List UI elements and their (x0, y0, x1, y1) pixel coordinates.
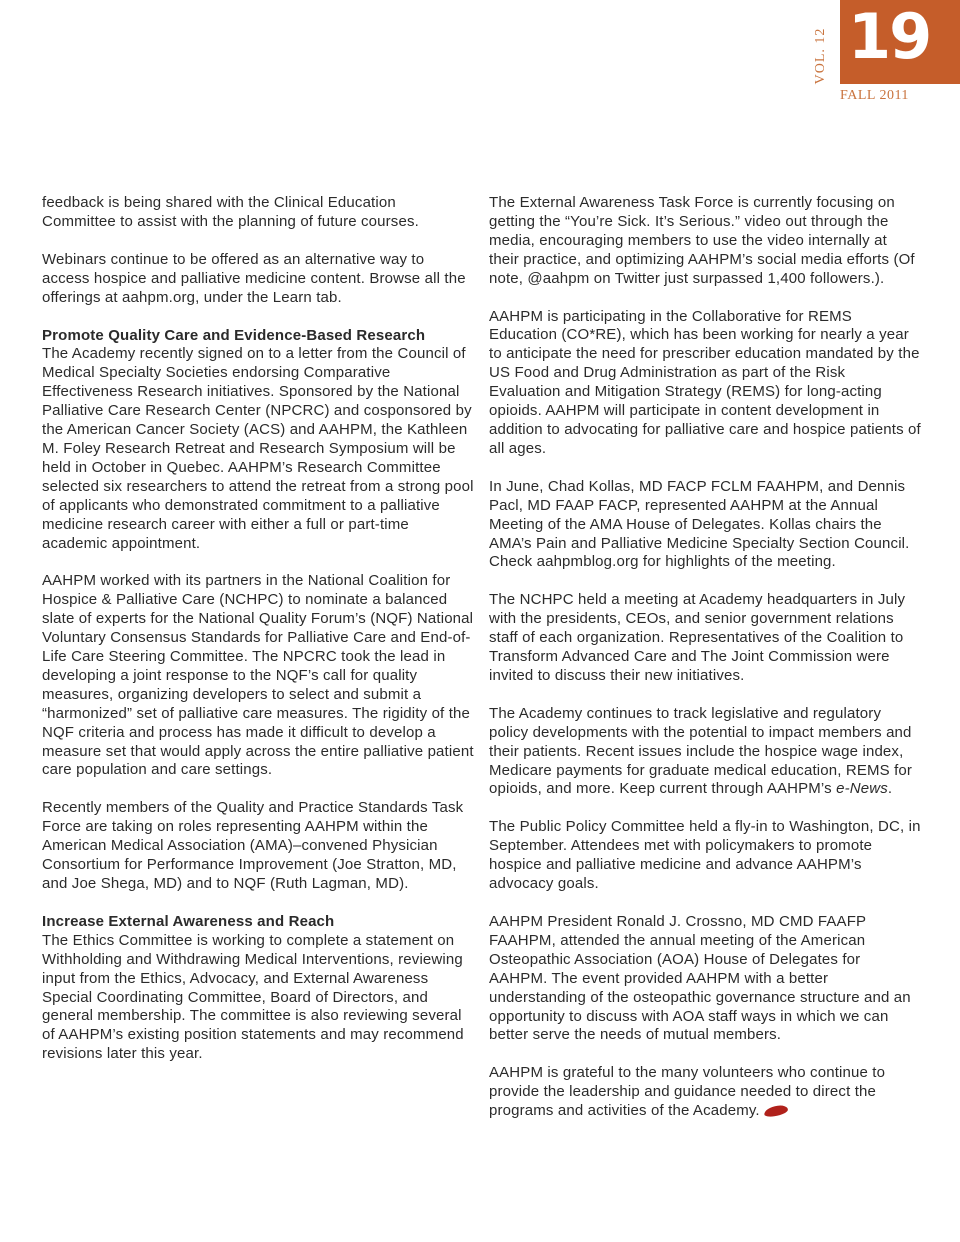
paragraph: AAHPM is participating in the Collaborative for REMS Education (CO*RE), which has been working for nearly a year to anticipate the need for prescriber education mandated by the US Food and Drug Administration as part of the Risk Evaluation and Mitigation Strategy (REMS) for long-acting opioids. AAHPM will participate in content development in addition to advocating for palliative care and hospice patients of all ages. (489, 307, 921, 457)
paragraph-text: The Academy continues to track legislative and regulatory policy developments with the potential to impact members and their patients. Recent issues include the hospice wage index, Medicare payments for graduate medical education, REMS for opioids, and more. Keep current through AAHPM’s (489, 704, 913, 798)
paragraph: In June, Chad Kollas, MD FACP FCLM FAAHPM, and Dennis Pacl, MD FAAP FACP, represented AAHPM at the Annual Meeting of the AMA House of Delegates. Kollas chairs the AMA’s Pain and Palliative Medicine Specialty Section Council. Check aahpmblog.org for highlights of the meeting. (489, 477, 910, 571)
paragraph: The Public Policy Committee held a fly-in to Washington, DC, in September. Attendees met with policymakers to promote hospice and palliative medicine and advance AAHPM’s advocacy goals. (489, 818, 921, 893)
right-column (489, 194, 921, 1140)
paragraph-text: . (887, 780, 893, 798)
paragraph: AAHPM President Ronald J. Crossno, MD CMD FAAFP FAAHPM, attended the annual meeting of the American Osteopathic Association (AOA) House of Delegates for AAHPM. The event provided AAHPM with a better understanding of the osteopathic governance structure and an opportunity to discuss with AOA staff ways in which we can better serve the needs of mutual members. (489, 913, 911, 1044)
section-external-awareness (42, 913, 474, 1064)
section-quality-care (42, 327, 474, 554)
paragraph-text: The Academy recently signed on to a letter from the Council of Medical Specialty Societies endorsing Comparative Effectiveness Research initiatives. Sponsored by the National Palliative Care Research Center (NPCRC) and cosponsored by the American Cancer Society (ACS) and AAHPM, the Kathleen M. Foley Research Retreat and Research Symposium will be held in October in Quebec. AAHPM’s Research Committee selected six researchers to attend the retreat from a strong pool of applicants who demonstrated commitment to a palliative medicine research career with either a full or part-time academic appointment. (42, 345, 474, 552)
page-number: 19 (848, 0, 931, 73)
end-of-article-mark-icon (763, 1105, 788, 1118)
paragraph-text: The Ethics Committee is working to complete a statement on Withholding and Withdrawing Medical Interventions, reviewing input from the Ethics, Advocacy, and External Awareness Special Coordinating Committee, Board of Directors, and general membership. The committee is also reviewing several of AAHPM’s existing position statements and may recommend revisions later this year. (42, 931, 464, 1063)
section-heading: Increase External Awareness and Reach (42, 912, 335, 930)
volume-label: VOL. 12 (813, 27, 828, 85)
issue-season: FALL 2011 (840, 88, 909, 103)
section-heading: Promote Quality Care and Evidence-Based Research (42, 326, 426, 344)
closing-paragraph (489, 1064, 921, 1121)
paragraph: Webinars continue to be offered as an alternative way to access hospice and palliative medicine content. Browse all the offerings at aahpm.org, under the Learn tab. (42, 250, 466, 306)
page-number-box (840, 0, 960, 84)
paragraph: Recently members of the Quality and Practice Standards Task Force are taking on roles representing AAHPM within the American Medical Association (AMA)–convened Physician Consortium for Performance Improvement (Joe Stratton, MD, and Joe Shega, MD) and to NQF (Ruth Lagman, MD). (42, 799, 464, 892)
masthead (800, 0, 960, 110)
enews-title: e-News (836, 780, 888, 798)
paragraph: The NCHPC held a meeting at Academy headquarters in July with the presidents, CEOs, and senior government relations staff of each organization. Representatives of the Coalition to Transform Advanced Care and The Joint Commission were invited to discuss their new initiatives. (489, 591, 906, 684)
paragraph (489, 705, 921, 800)
paragraph-text: AAHPM is grateful to the many volunteers who continue to provide the leadership and guidance needed to direct the programs and activities of the Academy. (489, 1064, 886, 1120)
paragraph: AAHPM worked with its partners in the National Coalition for Hospice & Palliative Care (NCHPC) to nominate a balanced slate of experts for the National Quality Forum’s (NQF) National Voluntary Consensus Standards for Palliative Care and End-of-Life Care Steering Committee. The NPCRC took the lead in developing a joint response to the NQF’s call for quality measures, organizing developers to select and submit a “harmonized” set of palliative care measures. The rigidity of the NQF criteria and process has made it difficult to develop a measure set that would apply across the entire palliative patient care population and care settings. (42, 572, 474, 779)
paragraph: feedback is being shared with the Clinical Education Committee to assist with the planning of future courses. (42, 194, 419, 230)
left-column (42, 194, 474, 1083)
paragraph: The External Awareness Task Force is currently focusing on getting the “You’re Sick. It’s Serious.” video out through the media, encouraging members to use the video internally at their practice, and optimizing AAHPM’s social media efforts (Of note, @aahpm on Twitter just surpassed 1,400 followers.). (489, 194, 915, 287)
